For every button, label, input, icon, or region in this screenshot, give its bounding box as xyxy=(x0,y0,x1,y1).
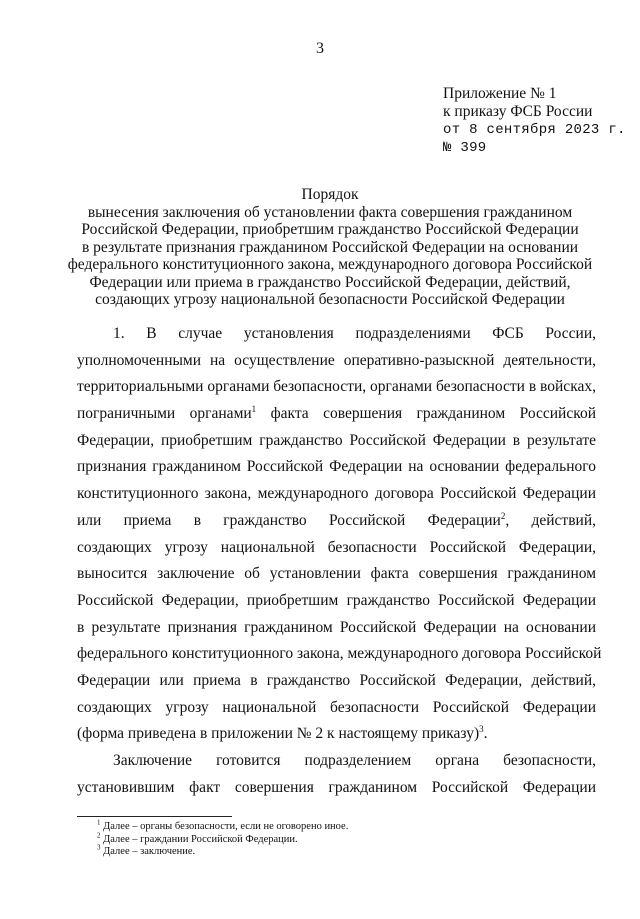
paragraph-line: создающих угрозу национальной безопасности Российской Федерации xyxy=(77,698,596,716)
paragraph-line: Российской Федерации, приобретшим гражданство Российской Федерации xyxy=(77,591,596,609)
paragraph-line: в результате признания гражданином Российской Федерации на основании xyxy=(77,618,596,636)
footnote-item xyxy=(97,843,348,859)
footnote-text: Далее – заключение. xyxy=(100,846,196,857)
text-segment: . xyxy=(483,725,488,743)
paragraph-line xyxy=(77,401,596,428)
paragraph-line: признания гражданином Российской Федерации на основании федерального xyxy=(77,458,596,476)
page-number: 3 xyxy=(316,40,324,57)
paragraph-line: выносится заключение об установлении факта совершения гражданином xyxy=(77,565,596,583)
footnote-text: Далее – органы безопасности, если не оговорено иное. xyxy=(100,821,349,832)
text-segment: , действий, xyxy=(505,511,596,529)
text-segment: или приема в гражданство Российской Федерации xyxy=(77,511,501,529)
footnote-ref: 3 xyxy=(479,724,484,735)
paragraph-line: конституционного закона, международного договора Российской Федерации xyxy=(77,485,596,503)
paragraph-line: территориальными органами безопасности, органами безопасности в войсках, xyxy=(77,378,596,396)
appendix-order-ref: к приказу ФСБ России xyxy=(443,103,593,120)
footnote-item xyxy=(97,831,348,847)
footnote-ref: 2 xyxy=(500,510,506,521)
appendix-title: Приложение № 1 xyxy=(443,85,557,102)
title-heading: Порядок xyxy=(301,186,359,203)
footnote-text: Далее – граждании Российской Федерации. xyxy=(100,833,298,845)
appendix-date: от 8 сентября 2023 г. xyxy=(443,122,626,138)
text-segment: (форма приведена в приложении № 2 к настоящему приказу) xyxy=(77,725,480,743)
title-line: в результате признания гражданином Российской Федерации на основании xyxy=(81,238,579,256)
footnote-mark: 1 xyxy=(97,818,101,827)
paragraph-line: установившим факт совершения гражданином Российской Федерации xyxy=(77,778,596,796)
footnotes xyxy=(97,818,349,859)
footnote-item xyxy=(97,818,349,834)
body-text xyxy=(77,321,602,801)
title-line: федерального конституционного закона, международного договора Российской xyxy=(67,256,593,273)
paragraph-line: Заключение готовится подразделением органа безопасности, xyxy=(113,752,596,769)
footnote-ref: 1 xyxy=(251,403,257,414)
title-line: вынесения заключения об установлении факта совершения гражданином xyxy=(87,203,573,221)
title-line: Федерации или приема в гражданство Российской Федерации, действий, xyxy=(89,273,571,291)
title-line: Российской Федерации, приобретшим гражданство Российской Федерации xyxy=(81,221,579,238)
paragraph-line: уполномоченными на осуществление оперативно-разыскной деятельности, xyxy=(77,351,596,369)
paragraph-line: федерального конституционного закона, международного договора Российской xyxy=(77,645,602,663)
title-line: создающих угрозу национальной безопасности Российской Федерации xyxy=(95,291,565,308)
paragraph-line xyxy=(77,721,596,748)
text-segment: факта совершения гражданином Российской xyxy=(256,405,596,423)
paragraph-line xyxy=(77,508,596,535)
paragraph-line: создающих угрозу национальной безопасности Российской Федерации, xyxy=(77,538,596,556)
footnote-divider xyxy=(77,816,232,817)
paragraph-line: Федерации, приобретшим гражданство Российской Федерации в результате xyxy=(77,431,596,449)
footnote-mark: 2 xyxy=(97,831,101,839)
paragraph-line: Федерации или приема в гражданство Российской Федерации, действий, xyxy=(77,671,596,689)
appendix-number: № 399 xyxy=(443,140,487,156)
document-title xyxy=(60,186,600,309)
appendix-block xyxy=(443,85,626,157)
text-segment: пограничными органами xyxy=(77,405,252,423)
paragraph-line: 1. В случае установления подразделениями ФСБ России, xyxy=(113,325,596,342)
footnote-mark: 3 xyxy=(97,843,101,852)
